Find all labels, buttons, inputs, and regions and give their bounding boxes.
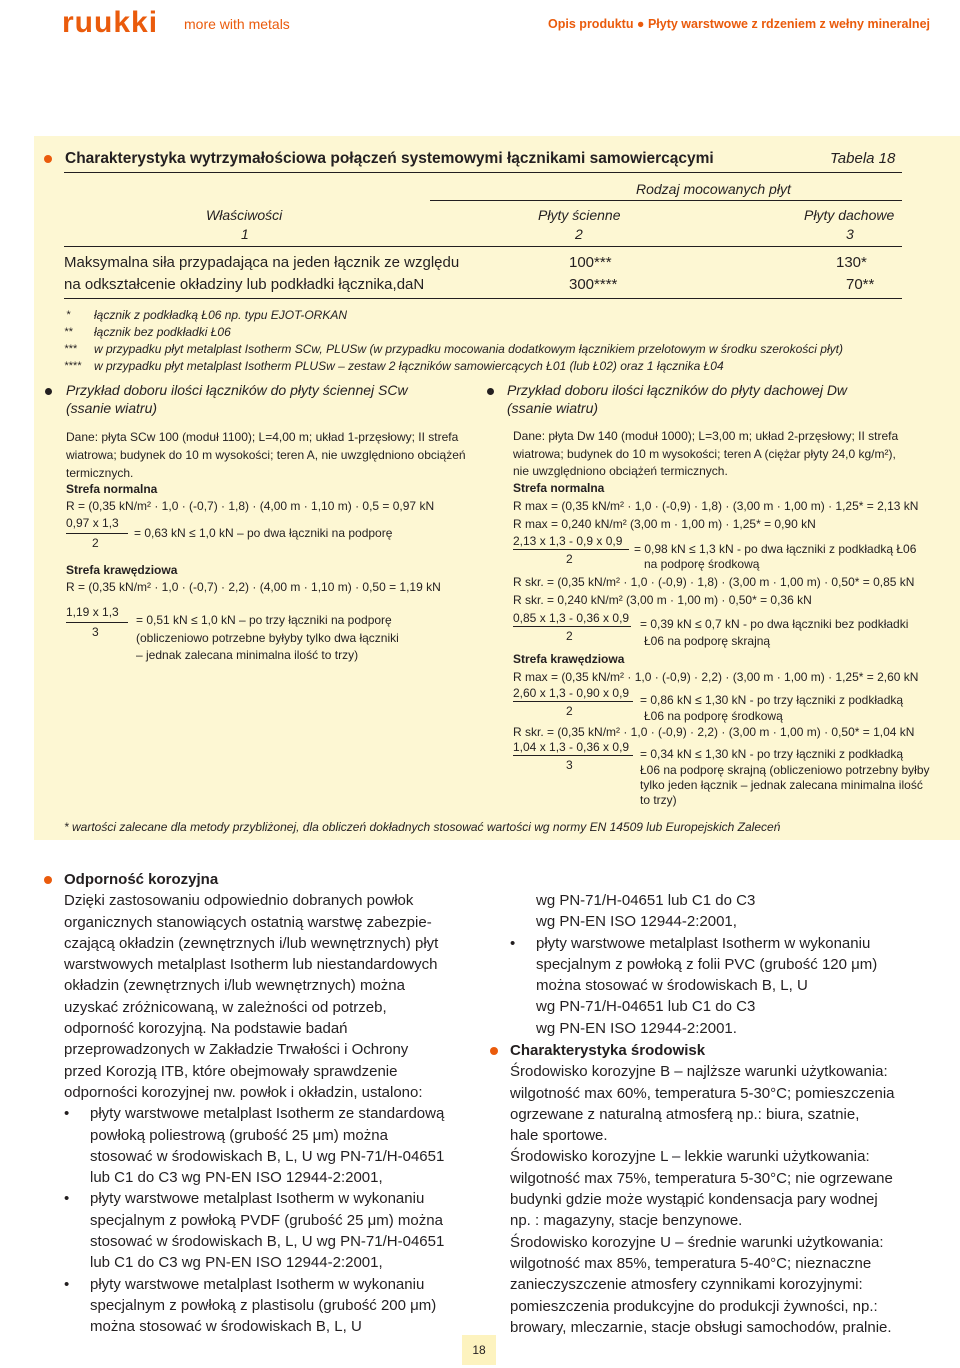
fraction-line <box>513 755 633 756</box>
corrosion-heading: Odporność korozyjna <box>64 871 219 888</box>
environment-heading: Charakterystyka środowisk <box>510 1042 706 1059</box>
col-no-3: 3 <box>846 226 854 242</box>
roof-eq5: R max = (0,35 kN/m² · 1,0 · (-0,9) · 2,2) · (3,00 m · 1,00 m) · 1,25* = 2,60 kN <box>513 670 919 684</box>
roof-frac2-result: = 0,39 kN ≤ 0,7 kN - po dwa łączniki bez podkładki <box>640 617 909 631</box>
roof-example-subtitle: (ssanie wiatru) <box>507 400 599 416</box>
divider <box>430 200 902 201</box>
environment-line: wilgotność max 75%, temperatura 5-30°C; nie ogrzewane <box>510 1169 893 1187</box>
bottom-note: * wartości zalecane dla metody przybliżonej, dla obliczeń dokładnych stosować wartości wg normy EN 14509 lub Europejskich Zaleceń <box>64 820 781 834</box>
list-item: • płyty warstwowe metalplast Isotherm w wykonaniu <box>64 1274 464 1295</box>
list-item: • płyty warstwowe metalplast Isotherm w wykonaniu <box>510 933 930 954</box>
environment-section <box>510 1040 930 1338</box>
corrosion-line: odporność korozyjną. Na podstawie badań <box>64 1020 348 1038</box>
tagline: more with metals <box>184 16 290 32</box>
list-item-line: lub C1 do C3 wg PN-EN ISO 12944-2:2001, <box>90 1254 383 1272</box>
environment-line: ogrzewane z naturalną atmosferą np.: biura, szatnie, <box>510 1105 860 1123</box>
wall-frac2-den: 3 <box>92 625 99 639</box>
footnote-mark: ** <box>64 326 73 338</box>
list-item-line: stosować w środowiskach B, L, U wg PN-71/H-04651 <box>90 1147 445 1165</box>
roof-frac4-result: to trzy) <box>640 793 677 807</box>
col-header-wall: Płyty ścienne <box>538 207 621 223</box>
fraction-line <box>66 533 128 534</box>
corrosion-line: warstwowych metalplast Isotherm lub niestandardowych <box>64 956 438 974</box>
wall-frac2-result: = 0,51 kN ≤ 1,0 kN – po trzy łączniki na podporę <box>136 613 392 627</box>
environment-line: Środowisko korozyjne B – najlższe warunki użytkowania: <box>510 1063 888 1081</box>
wall-eq2: R = (0,35 kN/m² · 1,0 · (-0,7) · 2,2) · (4,00 m · 1,10 m) · 0,50 = 1,19 kN <box>66 580 441 594</box>
corrosion-section <box>64 869 464 1338</box>
footnote-mark: **** <box>64 360 82 372</box>
list-item-line: wg PN-71/H-04651 lub C1 do C3 <box>536 892 756 909</box>
roof-frac2-result: Ł06 na podporę skrajną <box>644 634 771 648</box>
list-item-line: można stosować w środowiskach B, L, U <box>536 977 808 995</box>
footnote-text: w przypadku płyt metalplast Isotherm SCw, PLUSw (w przypadku mocowania dodatkowym łącznikiem przelotowym w środku szerokości płyt) <box>94 342 843 356</box>
roof-frac3-den: 2 <box>566 704 573 718</box>
roof-eq6: R skr. = (0,35 kN/m² · 1,0 · (-0,9) · 2,2) · (3,00 m · 1,00 m) · 0,50* = 1,04 kN <box>513 725 915 739</box>
col-no-2: 2 <box>575 226 583 242</box>
roof-frac1-result: na podporę środkową <box>644 557 760 571</box>
environment-line: zanieczyszczenie atmosfery czynnikami korozyjnymi: <box>510 1276 863 1294</box>
fraction-line <box>66 622 128 623</box>
corrosion-line: przed Korozją ITB, które obejmowały sprawdzenie <box>64 1062 398 1080</box>
fraction-line <box>513 701 633 702</box>
wall-frac2-result: – jednak zalecana minimalna ilość to trzy) <box>136 648 359 662</box>
divider <box>64 298 902 299</box>
roof-given: nie uwzględniono obciążeń termicznych. <box>513 464 728 478</box>
roof-frac4-result: = 0,34 kN ≤ 1,30 kN - po trzy łączniki z podkładką <box>640 747 904 761</box>
bullet-icon <box>44 155 52 163</box>
roof-example-title: Przykład doboru ilości łączników do płyty dachowej Dw <box>507 382 848 398</box>
list-item-line: specjalnym z powłoką z folii PVC (grubość 120 μm) <box>536 955 878 973</box>
footnote-text: w przypadku płyt metalplast Isotherm PLUSw – zestaw 2 łączników samowiercących Ł01 (lub Ł02) oraz 1 łącznika Ł04 <box>94 359 724 373</box>
wall-example-subtitle: (ssanie wiatru) <box>66 400 158 416</box>
corrosion-continued <box>510 890 930 1039</box>
wall-example-title: Przykład doboru ilości łączników do płyty ściennej SCw <box>66 382 408 398</box>
list-item: • płyty warstwowe metalplast Isotherm ze standardową <box>64 1103 464 1124</box>
wall-frac2-result: (obliczeniowo potrzebne byłyby tylko dwa łączniki <box>136 631 399 645</box>
wall-frac1-num: 0,97 x 1,3 <box>66 516 119 530</box>
footnote-mark: *** <box>64 343 77 355</box>
col-header-properties: Właściwości <box>206 207 283 223</box>
wall-edge-zone: Strefa krawędziowa <box>66 563 178 577</box>
footnote-mark: * <box>66 309 71 321</box>
roof-eq1: R max = (0,35 kN/m² · 1,0 · (-0,9) · 1,8) · (3,00 m · 1,00 m) · 1,25* = 2,13 kN <box>513 499 919 513</box>
environment-line: Środowisko korozyjne U – średnie warunki użytkowania: <box>510 1233 884 1251</box>
roof-frac1-num: 2,13 x 1,3 - 0,9 x 0,9 <box>513 534 623 548</box>
footnote-text: łącznik z podkładką Ł06 np. typu EJOT-ORKAN <box>94 308 348 322</box>
list-item-line: wg PN-71/H-04651 lub C1 do C3 <box>536 998 756 1016</box>
roof-frac3-num: 2,60 x 1,3 - 0,90 x 0,9 <box>513 686 630 700</box>
footnote-text: łącznik bez podkładki Ł06 <box>94 325 231 339</box>
document-title: Opis produktu ● Płyty warstwowe z rdzeniem z wełny mineralnej <box>548 17 930 31</box>
col-no-1: 1 <box>241 226 249 242</box>
environment-line: wilgotność max 60%, temperatura 5-30°C; pomieszczenia <box>510 1084 895 1102</box>
corrosion-line: Dzięki zastosowaniu odpowiednio dobranych powłok <box>64 892 414 910</box>
roof-frac1-den: 2 <box>566 552 573 566</box>
table-number: Tabela 18 <box>830 150 896 167</box>
corrosion-line: uzyskać zróżnicowaną, w zależności od potrzeb, <box>64 998 387 1016</box>
roof-value-1: 130* <box>836 254 867 271</box>
wall-given: termicznych. <box>66 466 134 480</box>
roof-value-2: 70** <box>846 276 875 293</box>
col-header-roof: Płyty dachowe <box>804 207 895 223</box>
list-item-line: można stosować w środowiskach B, L, U <box>90 1318 362 1336</box>
bullet-icon <box>45 388 52 395</box>
wall-eq1: R = (0,35 kN/m² · 1,0 · (-0,7) · 1,8) · (4,00 m · 1,10 m) · 0,5 = 0,97 kN <box>66 499 435 513</box>
roof-frac2-num: 0,85 x 1,3 - 0,36 x 0,9 <box>513 611 630 625</box>
list-item-line: powłoką poliestrową (grubość 25 μm) można <box>90 1126 388 1144</box>
roof-edge-zone: Strefa krawędziowa <box>513 652 625 666</box>
roof-given: Dane: płyta Dw 140 (moduł 1000); L=3,00 m; układ 2-przęsłowy; II strefa <box>513 429 899 443</box>
page-number: 18 <box>462 1335 496 1365</box>
list-item-line: wg PN-EN ISO 12944-2:2001. <box>536 1019 737 1037</box>
corrosion-line: organicznych stanowiących ostatnią warstwę zabezpie- <box>64 913 432 931</box>
roof-eq4: R skr. = 0,240 kN/m² (3,00 m · 1,00 m) · 0,50* = 0,36 kN <box>513 593 812 607</box>
environment-line: hale sportowe. <box>510 1127 608 1145</box>
roof-eq3: R skr. = (0,35 kN/m² · 1,0 · (-0,9) · 1,8) · (3,00 m · 1,00 m) · 0,50* = 0,85 kN <box>513 575 915 589</box>
row-label-line1: Maksymalna siła przypadająca na jeden łącznik ze względu <box>64 254 460 271</box>
divider <box>64 172 902 173</box>
group-header: Rodzaj mocowanych płyt <box>636 181 791 197</box>
list-item: • płyty warstwowe metalplast Isotherm w wykonaniu <box>64 1188 464 1209</box>
list-item-line: wg PN-EN ISO 12944-2:2001, <box>536 913 737 931</box>
list-item-line: lub C1 do C3 wg PN-EN ISO 12944-2:2001, <box>90 1169 383 1187</box>
roof-frac4-result: tylko jeden łącznik – jednak zalecana minimalna ilość <box>640 778 923 792</box>
wall-given: Dane: płyta SCw 100 (moduł 1100); L=4,00 m; układ 1-przęsłowy; II strefa <box>66 430 459 444</box>
table-title: Charakterystyka wytrzymałościowa połączeń systemowymi łącznikami samowiercącymi <box>65 150 714 167</box>
environment-line: np. : magazyny, stacje benzynowe. <box>510 1212 743 1230</box>
bullet-icon <box>490 1047 498 1055</box>
wall-frac2-num: 1,19 x 1,3 <box>66 605 119 619</box>
wall-given: wiatrowa; budynek do 10 m wysokości; teren A, nie uwzględniono obciążeń <box>66 448 466 462</box>
roof-frac1-result: = 0,98 kN ≤ 1,3 kN - po dwa łączniki z podkładką Ł06 <box>634 542 917 556</box>
wall-value-1: 100*** <box>569 254 612 271</box>
environment-line: Środowisko korozyjne L – lekkie warunki użytkowania: <box>510 1148 870 1166</box>
roof-frac3-result: = 0,86 kN ≤ 1,30 kN - po trzy łączniki z podkładką <box>640 693 904 707</box>
roof-normal-zone: Strefa normalna <box>513 481 605 495</box>
fraction-line <box>513 626 631 627</box>
roof-frac4-result: Ł06 na podporę skrajną (obliczeniowo potrzebny byłby <box>640 763 930 777</box>
fraction-line <box>513 549 629 550</box>
wall-value-2: 300**** <box>569 276 618 293</box>
ruukki-logo: ruukki <box>62 6 159 39</box>
wall-frac1-result: = 0,63 kN ≤ 1,0 kN – po dwa łączniki na podporę <box>134 526 393 540</box>
list-item-line: specjalnym z powłoką z plastisolu (grubość 200 μm) <box>90 1296 437 1314</box>
list-item-line: stosować w środowiskach B, L, U wg PN-71/H-04651 <box>90 1233 445 1251</box>
bullet-icon <box>44 876 52 884</box>
roof-frac4-den: 3 <box>566 758 573 772</box>
roof-frac2-den: 2 <box>566 629 573 643</box>
environment-line: wilgotność max 85%, temperatura 5-40°C; nieznaczne <box>510 1254 872 1272</box>
environment-line: browary, mleczarnie, stacje obsługi samochodów, pralnie. <box>510 1318 892 1336</box>
environment-line: pomieszczenia produkcyjne do produkcji żywności, np.: <box>510 1297 878 1315</box>
roof-frac3-result: Ł06 na podporę środkową <box>644 709 783 723</box>
divider <box>64 246 902 247</box>
page-header <box>0 0 960 44</box>
corrosion-line: okładzin (zewnętrznych i/lub wewnętrznych) można <box>64 977 405 995</box>
roof-frac4-num: 1,04 x 1,3 - 0,36 x 0,9 <box>513 740 630 754</box>
roof-given: wiatrowa; budynek do 10 m wysokości; teren A (ciężar płyty 24,0 kg/m²), <box>513 447 896 461</box>
environment-line: budynki gdzie może wystąpić kondensacja pary wodnej <box>510 1191 878 1209</box>
list-item-line: specjalnym z powłoką PVDF (grubość 25 μm) można <box>90 1211 443 1229</box>
corrosion-line: czającą okładzin (zewnętrznych i/lub wewnętrznych) płyt <box>64 934 439 952</box>
row-label-line2: na odkształcenie okładziny lub podkładki łącznika,daN <box>64 276 425 293</box>
corrosion-line: przeprowadzonych w Zakładzie Trwałości i Ochrony <box>64 1041 409 1059</box>
wall-frac1-den: 2 <box>92 536 99 550</box>
roof-eq2: R max = 0,240 kN/m² (3,00 m · 1,00 m) · 1,25* = 0,90 kN <box>513 517 816 531</box>
bullet-icon <box>487 388 494 395</box>
wall-normal-zone: Strefa normalna <box>66 482 158 496</box>
corrosion-line: odporności korozyjnej nw. powłok i okładzin, ustalono: <box>64 1083 423 1101</box>
